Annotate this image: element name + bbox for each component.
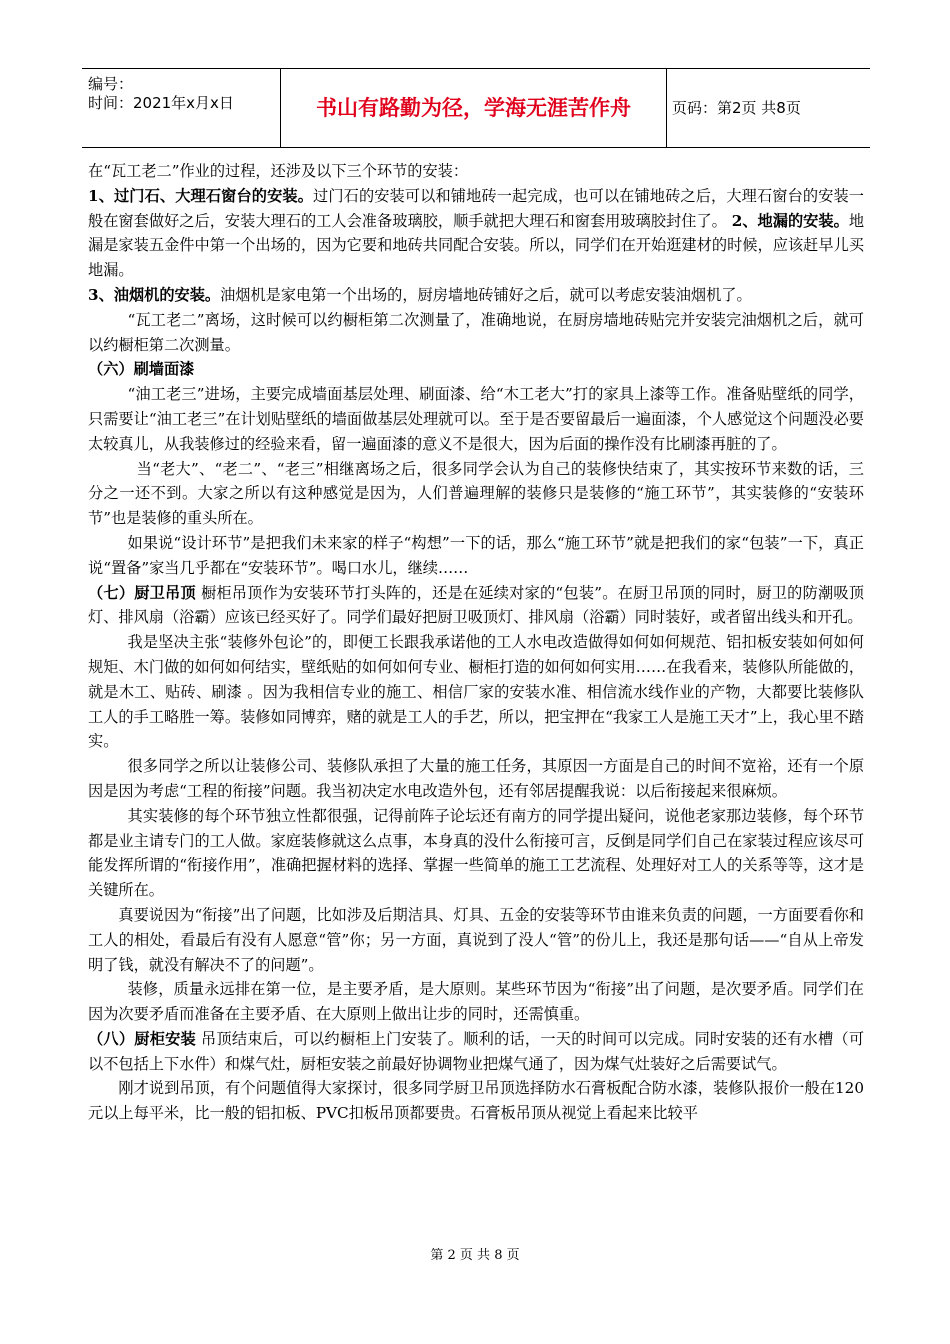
document-body xyxy=(88,159,864,1126)
header-page-label: 页码：第2页 共8页 xyxy=(672,99,801,117)
paragraph-quality-first: 装修，质量永远排在第一位，是主要矛盾，是大原则。某些环节因为“衔接”出了问题，是次要矛盾。同学们在因为次要矛盾而准备在主要矛盾、在大原则上做出让步的同时，还需慎重。 xyxy=(88,980,864,1024)
paragraph-workers-leave: 当“老大”、“老二”、“老三”相继离场之后，很多同学会认为自己的装修快结束了，其实按环节来数的话，三分之一还不到。大家之所以有这种感觉是因为，人们普遍理解的装修只是装修的“施工环节”，其实装修的“安装环节”也是装修的重头所在。 xyxy=(88,459,864,528)
paragraph-independent-stages: 其实装修的每个环节独立性都很强，记得前阵子论坛还有南方的同学提出疑问，说他老家那边装修，每个环节都是业主请专门的工人做。家庭装修就这么点事，本身真的没什么衔接可言，反倒是同学们自己在家装过程应该尽可能发挥所谓的“衔接作用”，准确把握材料的选择、掌握一些简单的施工工艺流程、处理好对工人的关系等等，这才是关键所在。 xyxy=(88,806,864,900)
paragraph-threshold-stone xyxy=(88,184,864,283)
item-heading-threshold-stone: 1、过门石、大理石窗台的安装。 xyxy=(88,186,314,205)
header-meta-cell xyxy=(82,69,281,147)
item-text-threshold-stone: 过门石的安装可以和铺地砖一起完成，也可以在铺地砖之后，大理石窗台的安装一般在窗套做好之后，安装大理石的工人会准备玻璃胶，顺手就把大理石和窗套用玻璃胶封住了。 xyxy=(88,186,864,230)
paragraph-ceiling xyxy=(88,581,864,631)
item-text-floor-drain: 地漏是家装五金件中第一个出场的，因为它要和地砖共同配合安装。所以，同学们在开始逛建材的时候，应该赶早儿买地漏。 xyxy=(88,211,864,280)
item-text-range-hood: 油烟机是家电第一个出场的，厨房墙地砖铺好之后，就可以考虑安装油烟机了。 xyxy=(220,285,752,304)
paragraph-cabinet xyxy=(88,1027,864,1077)
page-footer: 第 2 页 共 8 页 xyxy=(430,1248,520,1263)
section-text-cabinet: 吊顶结束后，可以约橱柜上门安装了。顺利的话，一天的时间可以完成。同时安装的还有水槽（可以不包括上下水件）和煤气灶，厨柜安装之前最好协调物业把煤气通了，因为煤气灶装好之后需要试气。 xyxy=(88,1029,865,1073)
paragraph-range-hood xyxy=(88,283,864,308)
header-motto: 书山有路勤为径，学海无涯苦作舟 xyxy=(281,69,667,147)
paragraph-intro: 在“瓦工老二”作业的过程，还涉及以下三个环节的安装： xyxy=(88,162,469,180)
section-heading-cabinet: （八）厨柜安装 xyxy=(88,1029,196,1048)
paragraph-tiler-leaves: “瓦工老二”离场，这时候可以约橱柜第二次测量了，准确地说，在厨房墙地砖贴完并安装完油烟机之后，就可以约橱柜第二次测量。 xyxy=(88,310,864,354)
section-heading-wall-paint: （六）刷墙面漆 xyxy=(88,360,195,379)
paragraph-responsibility: 真要说因为“衔接”出了问题，比如涉及后期洁具、灯具、五金的安装等环节由谁来负责的问题，一方面要看你和工人的相处，看最后有没有人愿意“管”你；另一方面，真说到了没人“管”的份儿上，我还是那句话——“自从上帝发明了钱，就没有解决不了的问题”。 xyxy=(88,905,864,974)
paragraph-design-phase: 如果说“设计环节”是把我们未来家的样子“构想”一下的话，那么“施工环节”就是把我们的家“包装”一下，真正说“置备”家当几乎都在“安装环节”。喝口水儿，继续…… xyxy=(88,533,864,577)
paragraph-gypsum-ceiling: 刚才说到吊顶，有个问题值得大家探讨，很多同学厨卫吊顶选择防水石膏板配合防水漆，装修队报价一般在120元以上每平米，比一般的铝扣板、PVC扣板吊顶都要贵。石膏板吊顶从视觉上看起来比较平 xyxy=(88,1079,864,1123)
item-heading-range-hood: 3、油烟机的安装。 xyxy=(88,285,221,304)
page-header xyxy=(82,68,870,148)
section-heading-ceiling: （七）厨卫吊顶 xyxy=(88,583,196,602)
paragraph-connection-issue: 很多同学之所以让装修公司、装修队承担了大量的施工任务，其原因一方面是自己的时间不宽裕，还有一个原因是因为考虑“工程的衔接”问题。我当初决定水电改造外包，还有邻居提醒我说：以后衔接起来很麻烦。 xyxy=(88,757,864,800)
item-heading-floor-drain: 2、地漏的安装。 xyxy=(731,211,849,230)
paragraph-painter: “油工老三”进场，主要完成墙面基层处理、刷面漆、给“木工老大”打的家具上漆等工作。准备贴壁纸的同学，只需要让“油工老三”在计划贴壁纸的墙面做基层处理就可以。至于是否要留最后一遍面漆，个人感觉这个问题没必要太较真儿，从我装修过的经验来看，留一遍面漆的意义不是很大，因为后面的操作没有比刷漆再脏的了。 xyxy=(88,385,864,453)
document-number-label: 编号： xyxy=(88,75,134,93)
section-text-ceiling: 橱柜吊顶作为安装环节打头阵的，还是在延续对家的“包装”。在厨卫吊顶的同时，厨卫的防潮吸顶灯、排风扇（浴霸）应该已经买好了。同学们最好把厨卫吸顶灯、排风扇（浴霸）同时装好，或者留出线头和开孔。 xyxy=(88,583,865,627)
paragraph-outsourcing: 我是坚决主张“装修外包论”的，即便工长跟我承诺他的工人水电改造做得如何如何规范、铝扣板安装如何如何规矩、木门做的如何如何结实，壁纸贴的如何如何专业、橱柜打造的如何如何实用……在我看来，装修队所能做的，就是木工、贴砖、刷漆 。因为我相信专业的施工、相信厂家的安装水准、相信流水线作业的产物，大都要比装修队工人的手工略胜一筹。装修如同博弈，赌的就是工人的手艺，所以，把宝押在“我家工人是施工天才”上，我心里不踏实。 xyxy=(88,633,864,751)
document-date-label: 时间：2021年x月x日 xyxy=(88,94,234,112)
